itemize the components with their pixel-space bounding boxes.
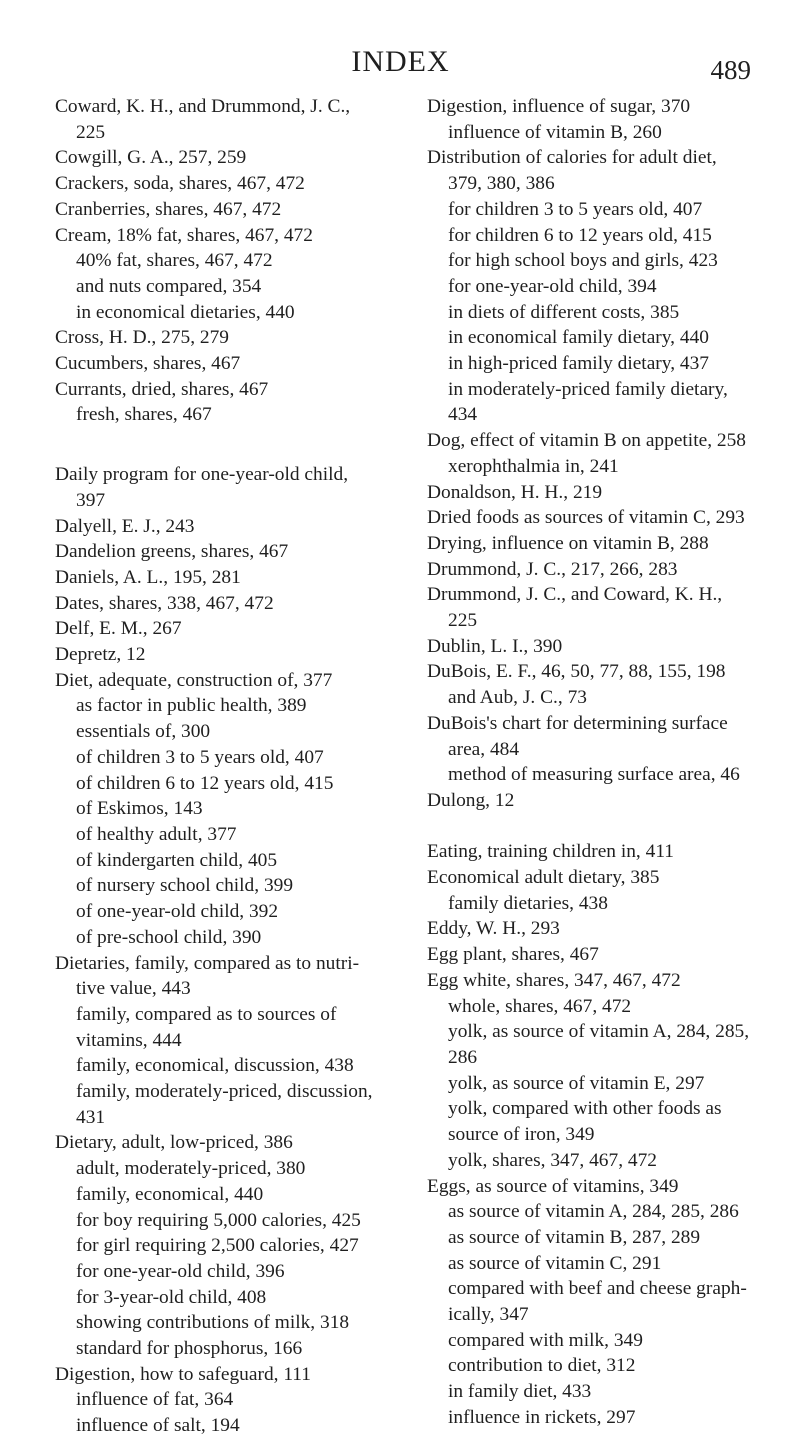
index-entry: Daniels, A. L., 195, 281 bbox=[55, 566, 241, 588]
page-title: INDEX bbox=[351, 45, 450, 78]
index-entry: Cross, H. D., 275, 279 bbox=[55, 327, 229, 349]
index-subentry: adult, moderately-priced, 380 bbox=[76, 1158, 306, 1180]
index-subentry: source of iron, 349 bbox=[448, 1124, 595, 1146]
index-entry: Drummond, J. C., 217, 266, 283 bbox=[427, 558, 678, 580]
index-entry: Dietary, adult, low-priced, 386 bbox=[55, 1132, 293, 1154]
index-subentry: and nuts compared, 354 bbox=[76, 275, 262, 297]
index-subentry: as factor in public health, 389 bbox=[76, 695, 307, 717]
index-entry: Depretz, 12 bbox=[55, 644, 146, 666]
index-entry: Dog, effect of vitamin B on appetite, 258 bbox=[427, 430, 746, 452]
index-column-left bbox=[55, 94, 415, 1439]
index-entry: Dalyell, E. J., 243 bbox=[55, 515, 195, 537]
index-entry: Eggs, as source of vitamins, 349 bbox=[427, 1175, 679, 1197]
index-entry: Coward, K. H., and Drummond, J. C., bbox=[55, 96, 351, 117]
index-subentry: yolk, as source of vitamin A, 284, 285, bbox=[448, 1021, 750, 1043]
index-subentry: for children 3 to 5 years old, 407 bbox=[448, 198, 703, 220]
index-subentry: fresh, shares, 467 bbox=[76, 404, 212, 426]
index-subentry: influence of vitamin B, 260 bbox=[448, 121, 662, 143]
index-entry: Economical adult dietary, 385 bbox=[427, 867, 660, 889]
index-entry: Dublin, L. I., 390 bbox=[427, 635, 563, 657]
index-subentry: standard for phosphorus, 166 bbox=[76, 1338, 303, 1360]
index-entry: Egg plant, shares, 467 bbox=[427, 944, 599, 966]
index-entry: Cucumbers, shares, 467 bbox=[55, 353, 241, 375]
index-subentry: vitamins, 444 bbox=[76, 1029, 182, 1051]
index-entry: DuBois, E. F., 46, 50, 77, 88, 155, 198 bbox=[427, 661, 726, 683]
index-entry: Drying, influence on vitamin B, 288 bbox=[427, 532, 709, 554]
index-entry: Dulong, 12 bbox=[427, 789, 515, 811]
index-subentry: 225 bbox=[448, 610, 478, 632]
index-entry: Currants, dried, shares, 467 bbox=[55, 378, 269, 400]
index-subentry: family, economical, 440 bbox=[76, 1183, 264, 1205]
index-subentry: influence in rickets, 297 bbox=[448, 1406, 636, 1428]
index-entry: DuBois's chart for determining surface bbox=[427, 712, 728, 734]
index-entry: Cream, 18% fat, shares, 467, 472 bbox=[55, 224, 313, 246]
index-subentry: essentials of, 300 bbox=[76, 721, 211, 743]
index-subentry: tive value, 443 bbox=[76, 978, 191, 1000]
index-subentry: 431 bbox=[76, 1106, 106, 1128]
page-header bbox=[0, 44, 801, 84]
index-subentry: for boy requiring 5,000 calories, 425 bbox=[76, 1209, 361, 1231]
index-entry: Eating, training children in, 411 bbox=[427, 841, 674, 863]
index-subentry: yolk, as source of vitamin E, 297 bbox=[448, 1072, 705, 1094]
index-subentry: 225 bbox=[76, 121, 106, 143]
index-entry: Cowgill, G. A., 257, 259 bbox=[55, 147, 247, 169]
index-subentry: family, moderately-priced, discussion, bbox=[76, 1081, 373, 1103]
index-subentry: in family diet, 433 bbox=[448, 1381, 592, 1403]
index-entry: Crackers, soda, shares, 467, 472 bbox=[55, 173, 305, 195]
letter-section-gap bbox=[55, 428, 415, 462]
index-entry: Dried foods as sources of vitamin C, 293 bbox=[427, 507, 745, 529]
index-column-right bbox=[427, 94, 787, 1431]
index-subentry: as source of vitamin A, 284, 285, 286 bbox=[448, 1201, 739, 1223]
index-subentry: of children 3 to 5 years old, 407 bbox=[76, 746, 324, 768]
index-subentry: ically, 347 bbox=[448, 1304, 529, 1326]
index-entry: Dietaries, family, compared as to nutri- bbox=[55, 952, 360, 974]
index-subentry: family dietaries, 438 bbox=[448, 892, 608, 914]
index-subentry: for children 6 to 12 years old, 415 bbox=[448, 224, 712, 246]
index-subentry: yolk, shares, 347, 467, 472 bbox=[448, 1149, 657, 1171]
index-subentry: of nursery school child, 399 bbox=[76, 875, 294, 897]
index-entry: Distribution of calories for adult diet, bbox=[427, 147, 717, 169]
index-subentry: as source of vitamin B, 287, 289 bbox=[448, 1226, 701, 1248]
index-subentry: and Aub, J. C., 73 bbox=[448, 687, 587, 709]
index-subentry: compared with milk, 349 bbox=[448, 1329, 643, 1351]
index-entry: Digestion, influence of sugar, 370 bbox=[427, 96, 691, 117]
index-subentry: influence of salt, 194 bbox=[76, 1415, 240, 1437]
index-subentry: of one-year-old child, 392 bbox=[76, 901, 279, 923]
index-subentry: as source of vitamin C, 291 bbox=[448, 1252, 662, 1274]
index-subentry: of kindergarten child, 405 bbox=[76, 849, 278, 871]
index-entry: Egg white, shares, 347, 467, 472 bbox=[427, 969, 681, 991]
index-subentry: in economical family dietary, 440 bbox=[448, 327, 709, 349]
index-entry: Diet, adequate, construction of, 377 bbox=[55, 669, 333, 691]
index-subentry: 434 bbox=[448, 404, 478, 426]
index-subentry: of pre-school child, 390 bbox=[76, 926, 262, 948]
index-subentry: area, 484 bbox=[448, 738, 520, 760]
index-subentry: of healthy adult, 377 bbox=[76, 823, 237, 845]
page-number: 489 bbox=[710, 55, 751, 85]
index-entry: Delf, E. M., 267 bbox=[55, 618, 182, 640]
index-subentry: 40% fat, shares, 467, 472 bbox=[76, 250, 273, 272]
index-subentry: for 3-year-old child, 408 bbox=[76, 1286, 267, 1308]
index-subentry: in moderately-priced family dietary, bbox=[448, 378, 728, 400]
index-entry: Eddy, W. H., 293 bbox=[427, 918, 560, 940]
letter-section-gap bbox=[427, 814, 787, 840]
index-subentry: whole, shares, 467, 472 bbox=[448, 995, 632, 1017]
index-subentry: yolk, compared with other foods as bbox=[448, 1098, 722, 1120]
index-subentry: for one-year-old child, 396 bbox=[76, 1260, 285, 1282]
index-subentry: showing contributions of milk, 318 bbox=[76, 1312, 350, 1334]
index-subentry: in diets of different costs, 385 bbox=[448, 301, 680, 323]
index-entry: Donaldson, H. H., 219 bbox=[427, 481, 603, 503]
index-subentry: contribution to diet, 312 bbox=[448, 1355, 636, 1377]
index-entry: Cranberries, shares, 467, 472 bbox=[55, 198, 282, 220]
index-subentry: 397 bbox=[76, 489, 106, 511]
index-entry: Drummond, J. C., and Coward, K. H., bbox=[427, 584, 723, 606]
index-subentry: influence of fat, 364 bbox=[76, 1389, 234, 1411]
index-subentry: 379, 380, 386 bbox=[448, 173, 555, 195]
index-subentry: family, economical, discussion, 438 bbox=[76, 1055, 354, 1077]
index-subentry: for one-year-old child, 394 bbox=[448, 275, 657, 297]
index-subentry: of children 6 to 12 years old, 415 bbox=[76, 772, 334, 794]
index-subentry: xerophthalmia in, 241 bbox=[448, 455, 619, 477]
index-subentry: of Eskimos, 143 bbox=[76, 798, 203, 820]
index-subentry: 286 bbox=[448, 1047, 478, 1068]
index-subentry: method of measuring surface area, 46 bbox=[448, 764, 740, 786]
index-subentry: for high school boys and girls, 423 bbox=[448, 250, 718, 272]
index-entry: Daily program for one-year-old child, bbox=[55, 464, 349, 486]
index-subentry: compared with beef and cheese graph- bbox=[448, 1278, 747, 1300]
index-entry: Dates, shares, 338, 467, 472 bbox=[55, 592, 274, 614]
index-subentry: family, compared as to sources of bbox=[76, 1003, 337, 1025]
index-entry: Digestion, how to safeguard, 111 bbox=[55, 1363, 311, 1385]
index-subentry: in economical dietaries, 440 bbox=[76, 301, 295, 323]
index-subentry: in high-priced family dietary, 437 bbox=[448, 353, 709, 375]
index-entry: Dandelion greens, shares, 467 bbox=[55, 541, 289, 563]
index-subentry: for girl requiring 2,500 calories, 427 bbox=[76, 1235, 359, 1257]
